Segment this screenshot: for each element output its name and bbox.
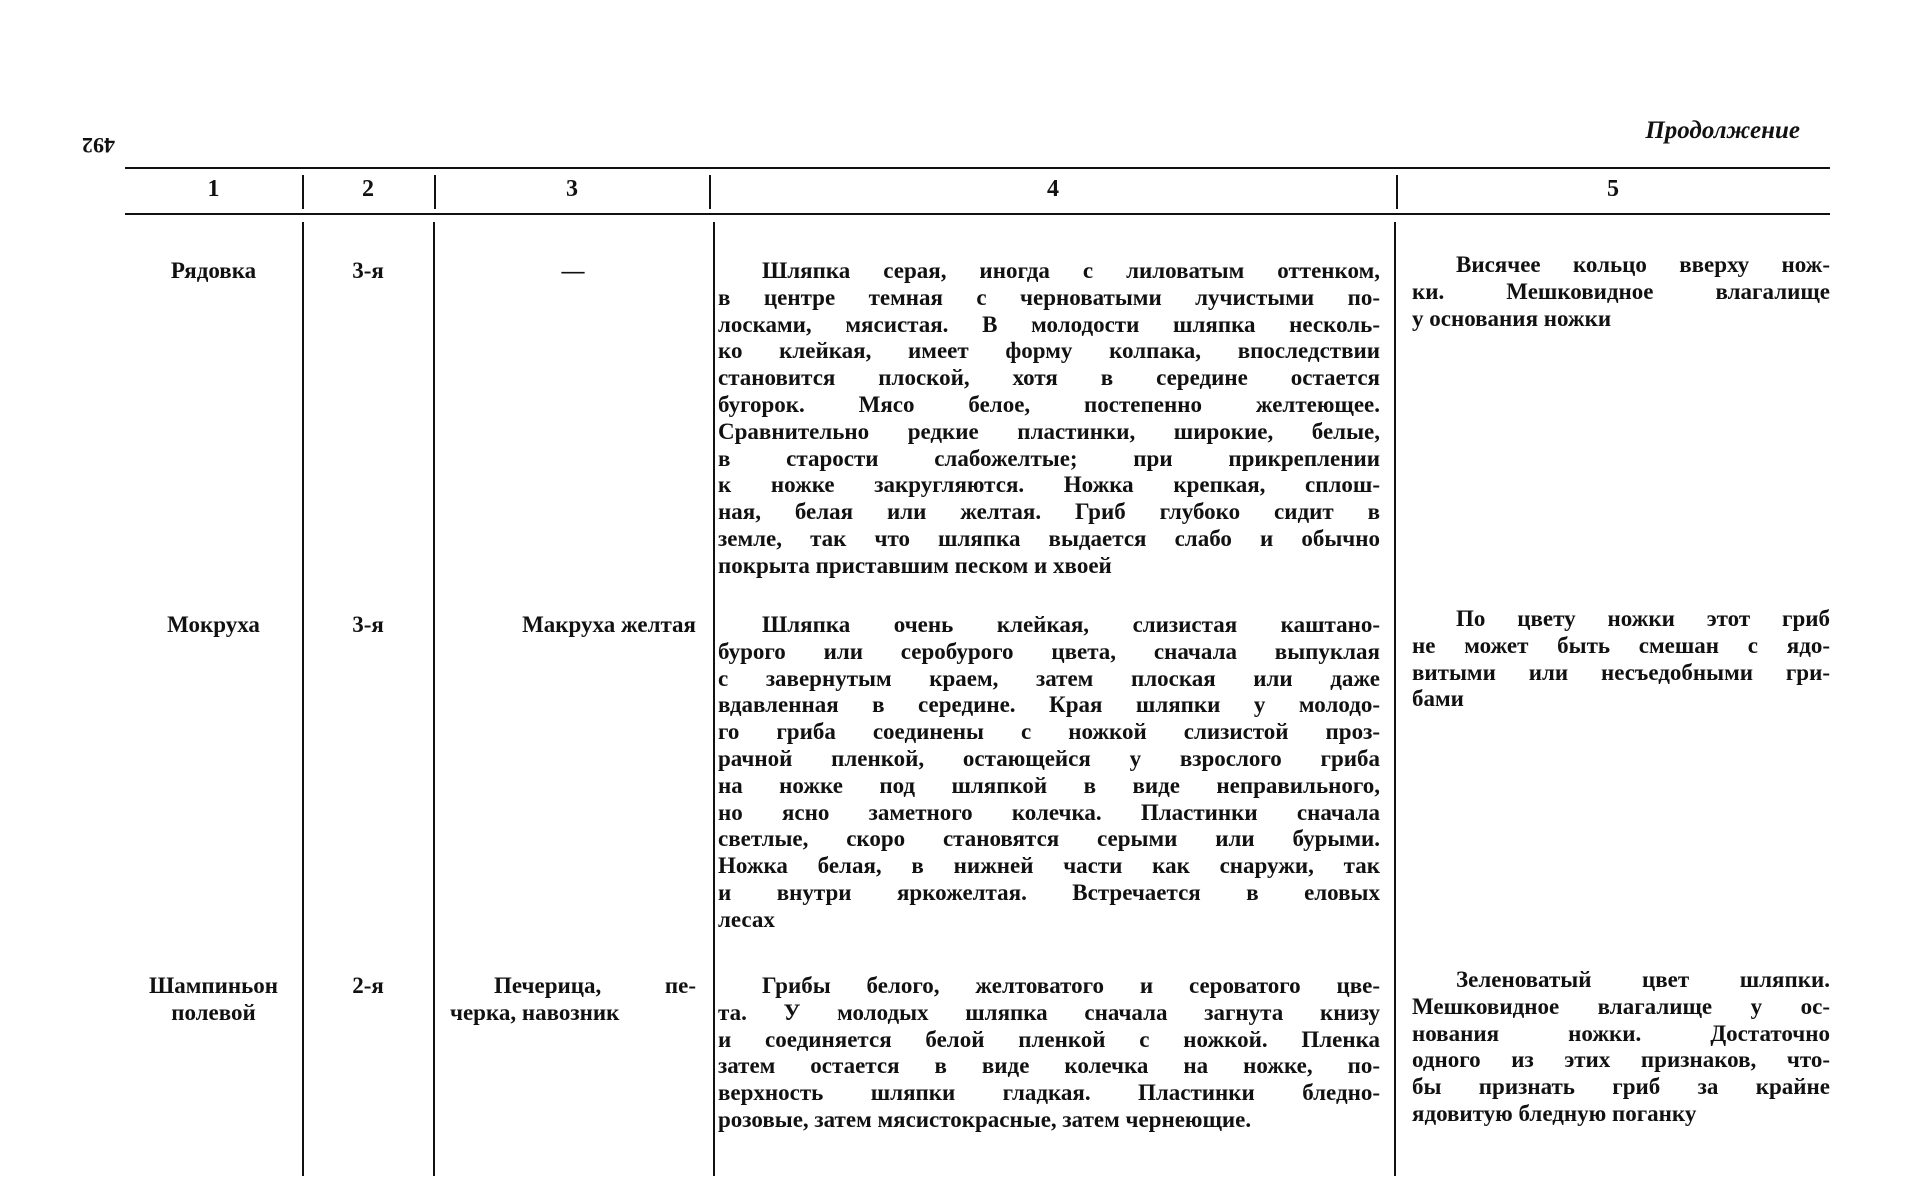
column-separator — [302, 222, 304, 1176]
description-line: земле, так что шляпка выдается слабо и обычно — [718, 525, 1380, 551]
description-line: Сравнительно редкие пластинки, широкие, белые, — [718, 418, 1380, 444]
description-line: Ножка белая, в нижней части как снаружи, так — [718, 853, 1380, 879]
description-line: затем остается в виде колечка на ножке, по- — [718, 1053, 1380, 1079]
description-line: лесах — [718, 906, 775, 932]
description-line: но ясно заметного колечка. Пластинки сначала — [718, 799, 1380, 825]
feature-line: не может быть смешан с ядо- — [1412, 632, 1830, 658]
feature-line: Зеленоватый цвет шляпки. — [1456, 967, 1830, 992]
feature-line: витыми или несъедобными гри- — [1412, 659, 1830, 685]
column-header-5: 5 — [1607, 176, 1619, 202]
column-header-3: 3 — [566, 176, 578, 202]
description-line: го гриба соединены с ножкой слизистой проз- — [718, 719, 1380, 745]
column-separator — [1394, 222, 1396, 1176]
distinguishing-features — [1412, 967, 1830, 1128]
name-line: Рядовка — [170, 258, 257, 283]
description — [718, 973, 1380, 1134]
description-line: Шляпка очень клейкая, слизистая каштано- — [762, 612, 1380, 637]
column-header-4: 4 — [1047, 176, 1059, 202]
description-line: с завернутым краем, затем плоская или даже — [718, 665, 1380, 691]
description-line: на ножке под шляпкой в виде неправильного, — [718, 772, 1380, 798]
description-line: к ножке закругляются. Ножка крепкая, сплош- — [718, 472, 1380, 498]
description-line: становится плоской, хотя в середине остается — [718, 365, 1380, 391]
description-line: в центре темная с черноватыми лучистыми по- — [718, 284, 1380, 310]
description-line: покрыта приставшим песком и хвоей — [718, 552, 1112, 578]
description-line: лосками, мясистая. В молодости шляпка несколь- — [718, 311, 1380, 337]
edibility-category: 2-я — [352, 973, 384, 998]
description-line: ко клейкая, имеет форму колпака, впоследствии — [718, 338, 1380, 364]
feature-line: ки. Мешковидное влагалище — [1412, 278, 1830, 304]
feature-line: Висячее кольцо вверху нож- — [1456, 252, 1830, 277]
feature-line: Мешковидное влагалище у ос- — [1412, 993, 1830, 1019]
description-line: светлые, скоро становятся серыми или бурыми. — [718, 826, 1380, 852]
name-line: Мокруха — [167, 612, 260, 637]
description-line: вдавленная в середине. Края шляпки у молодо- — [718, 692, 1380, 718]
feature-line: бы признать гриб за крайне — [1412, 1074, 1830, 1100]
edibility-category: 3-я — [352, 612, 384, 637]
mushroom-name — [125, 973, 302, 1027]
description-line: и соединяется белой пленкой с ножкой. Пленка — [718, 1026, 1380, 1052]
distinguishing-features — [1412, 252, 1830, 332]
mushroom-name — [125, 612, 302, 639]
local-names — [450, 258, 696, 285]
edibility-category: 3-я — [352, 258, 384, 283]
description-line: ная, белая или желтая. Гриб глубоко сидит в — [718, 499, 1380, 525]
description-line: розовые, затем мясистокрасные, затем чернеющие. — [718, 1106, 1252, 1132]
local-name-line: — — [561, 258, 585, 283]
column-separator — [713, 222, 715, 1176]
description-line: рачной пленкой, остающейся у взрослого гриба — [718, 745, 1380, 771]
feature-line: По цвету ножки этот гриб — [1456, 606, 1830, 631]
description-line: в старости слабожелтые; при прикреплении — [718, 445, 1380, 471]
description-line: и внутри яркожелтая. Встречается в еловых — [718, 879, 1380, 905]
column-separator — [433, 222, 435, 1176]
column-header-2: 2 — [362, 176, 374, 202]
distinguishing-features — [1412, 606, 1830, 713]
feature-line: нования ножки. Достаточно — [1412, 1020, 1830, 1046]
description-line: бугорок. Мясо белое, постепенно желтеющее. — [718, 391, 1380, 417]
local-names — [450, 973, 696, 1027]
table-top-rule — [125, 167, 1830, 169]
local-names — [450, 612, 696, 639]
description-line: Шляпка серая, иногда с лиловатым оттенком, — [762, 258, 1380, 283]
name-line: Шампиньон — [148, 973, 279, 998]
feature-line: у основания ножки — [1412, 305, 1612, 331]
page-number: 492 — [82, 133, 115, 158]
header-bottom-rule — [125, 213, 1830, 215]
column-header-1: 1 — [207, 176, 220, 202]
local-name-line: черка, навозник — [450, 999, 620, 1025]
feature-line: одного из этих признаков, что- — [1412, 1047, 1830, 1073]
name-line: полевой — [171, 999, 256, 1025]
continuation-label: Продолжение — [1645, 117, 1800, 144]
description-line: бурого или серобурого цвета, сначала выпуклая — [718, 638, 1380, 664]
description-line: Грибы белого, желтоватого и сероватого цве- — [762, 973, 1380, 998]
local-name-line: Печерица, пе- — [494, 973, 696, 998]
description-line: верхность шляпки гладкая. Пластинки бледно- — [718, 1080, 1380, 1106]
mushroom-name — [125, 258, 302, 285]
local-name-line: Макруха желтая — [522, 612, 696, 637]
description — [718, 258, 1380, 580]
description-line: та. У молодых шляпка сначала загнута книзу — [718, 999, 1380, 1025]
feature-line: бами — [1412, 686, 1464, 712]
description — [718, 612, 1380, 934]
feature-line: ядовитую бледную поганку — [1412, 1100, 1697, 1126]
